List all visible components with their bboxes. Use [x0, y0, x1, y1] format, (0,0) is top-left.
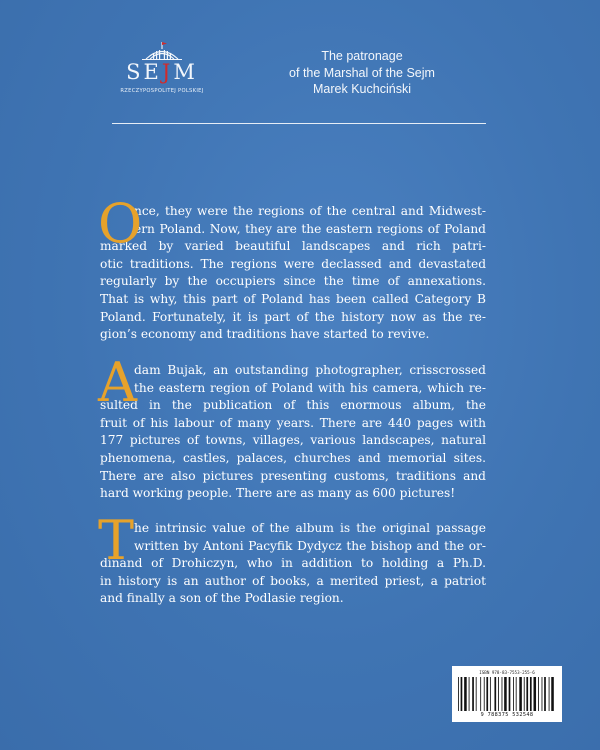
text-line: nce, they were the regions of the central and Midwest-	[134, 204, 486, 218]
text-line: phenomena, castles, palaces, churches and memorial sites.	[100, 450, 486, 465]
barcode-bar	[486, 677, 488, 711]
barcode-bar	[476, 677, 477, 711]
isbn-barcode	[452, 666, 562, 722]
text-line: written by Antoni Pacyfik Dydycz the bishop and the or-	[134, 538, 486, 553]
paragraph-3	[98, 509, 486, 608]
text-line: in history is an author of books, a merited priest, a patriot	[100, 573, 486, 588]
patronage-line: of the Marshal of the Sejm	[289, 65, 435, 80]
barcode-bar	[502, 677, 503, 711]
barcode-bar	[464, 677, 467, 711]
paragraph-2	[98, 351, 486, 503]
text-line: and finally a son of the Podlasie region.	[100, 591, 344, 606]
barcode-bar	[472, 677, 474, 711]
drop-cap: A	[98, 351, 137, 414]
barcode-bar	[484, 677, 485, 711]
sejm-building-icon	[112, 38, 212, 62]
text-line: he intrinsic value of the album is the original passage	[134, 521, 486, 535]
patronage-line: The patronage	[321, 49, 403, 63]
text-line: regularly by the occupiers since the time of annexations.	[100, 274, 486, 289]
text-line: gion’s economy and traditions have started to revive.	[100, 327, 430, 342]
sejm-subline: RZECZYPOSPOLITEJ POLSKIEJ	[120, 88, 204, 94]
text-line: fruit of his labour of many years. There are 440 pages with	[100, 415, 486, 430]
text-line: Poland. Fortunately, it is part of the history now as the re-	[100, 309, 486, 324]
barcode-bar	[480, 677, 481, 711]
barcode-bar	[469, 677, 470, 711]
text-line: ern Poland. Now, they are the eastern regions of Poland	[134, 221, 486, 236]
divider	[112, 123, 486, 124]
text-line: That is why, this part of Poland has been called Category B	[100, 291, 486, 306]
barcode-bar	[504, 677, 507, 711]
text-line: 177 pictures of towns, villages, various landscapes, natural	[100, 433, 486, 448]
barcode-bar	[538, 677, 539, 711]
barcode-bar	[490, 677, 491, 711]
barcode-bar	[494, 677, 496, 711]
barcode-bar	[458, 677, 459, 711]
barcode-bar	[549, 677, 550, 711]
text-line: the eastern region of Poland with his camera, which re-	[134, 380, 486, 395]
barcode-bar	[534, 677, 537, 711]
text-line: otic traditions. The regions were declassed and devastated	[100, 256, 486, 271]
barcode-bar	[530, 677, 532, 711]
sejm-logo	[112, 38, 212, 100]
barcode-bar	[526, 677, 528, 711]
text-line: hard working people. There are as many as 600 pictures!	[100, 486, 456, 501]
sejm-wordmark: SEJM	[126, 60, 198, 84]
text-line: dinand of Drohiczyn, who in addition to holding a Ph.D.	[100, 556, 486, 571]
patronage-note	[262, 48, 462, 98]
barcode-bar	[524, 677, 525, 711]
barcode-bar	[544, 677, 546, 711]
paragraph-1	[98, 192, 486, 344]
barcode-bars	[458, 677, 556, 711]
patronage-line: Marek Kuchciński	[313, 82, 411, 96]
text-line: sulted in the publication of this enormous album, the	[100, 398, 486, 413]
text-line: There are also pictures presenting customs, traditions and	[100, 468, 486, 483]
barcode-bar	[461, 677, 463, 711]
isbn-label: ISBN 978-83-7553-255-6	[479, 670, 535, 675]
drop-cap: O	[98, 192, 143, 255]
text-line: dam Bujak, an outstanding photographer, crisscrossed	[134, 363, 486, 377]
barcode-bar	[516, 677, 517, 711]
barcode-bar	[551, 677, 554, 711]
barcode-bar	[513, 677, 514, 711]
barcode-bar	[509, 677, 511, 711]
barcode-bar	[498, 677, 499, 711]
barcode-digits: 9 788375 532548	[480, 712, 534, 718]
barcode-bar	[542, 677, 543, 711]
drop-cap: T	[98, 509, 135, 572]
barcode-bar	[519, 677, 522, 711]
text-line: marked by varied beautiful landscapes and rich patri-	[100, 239, 486, 254]
